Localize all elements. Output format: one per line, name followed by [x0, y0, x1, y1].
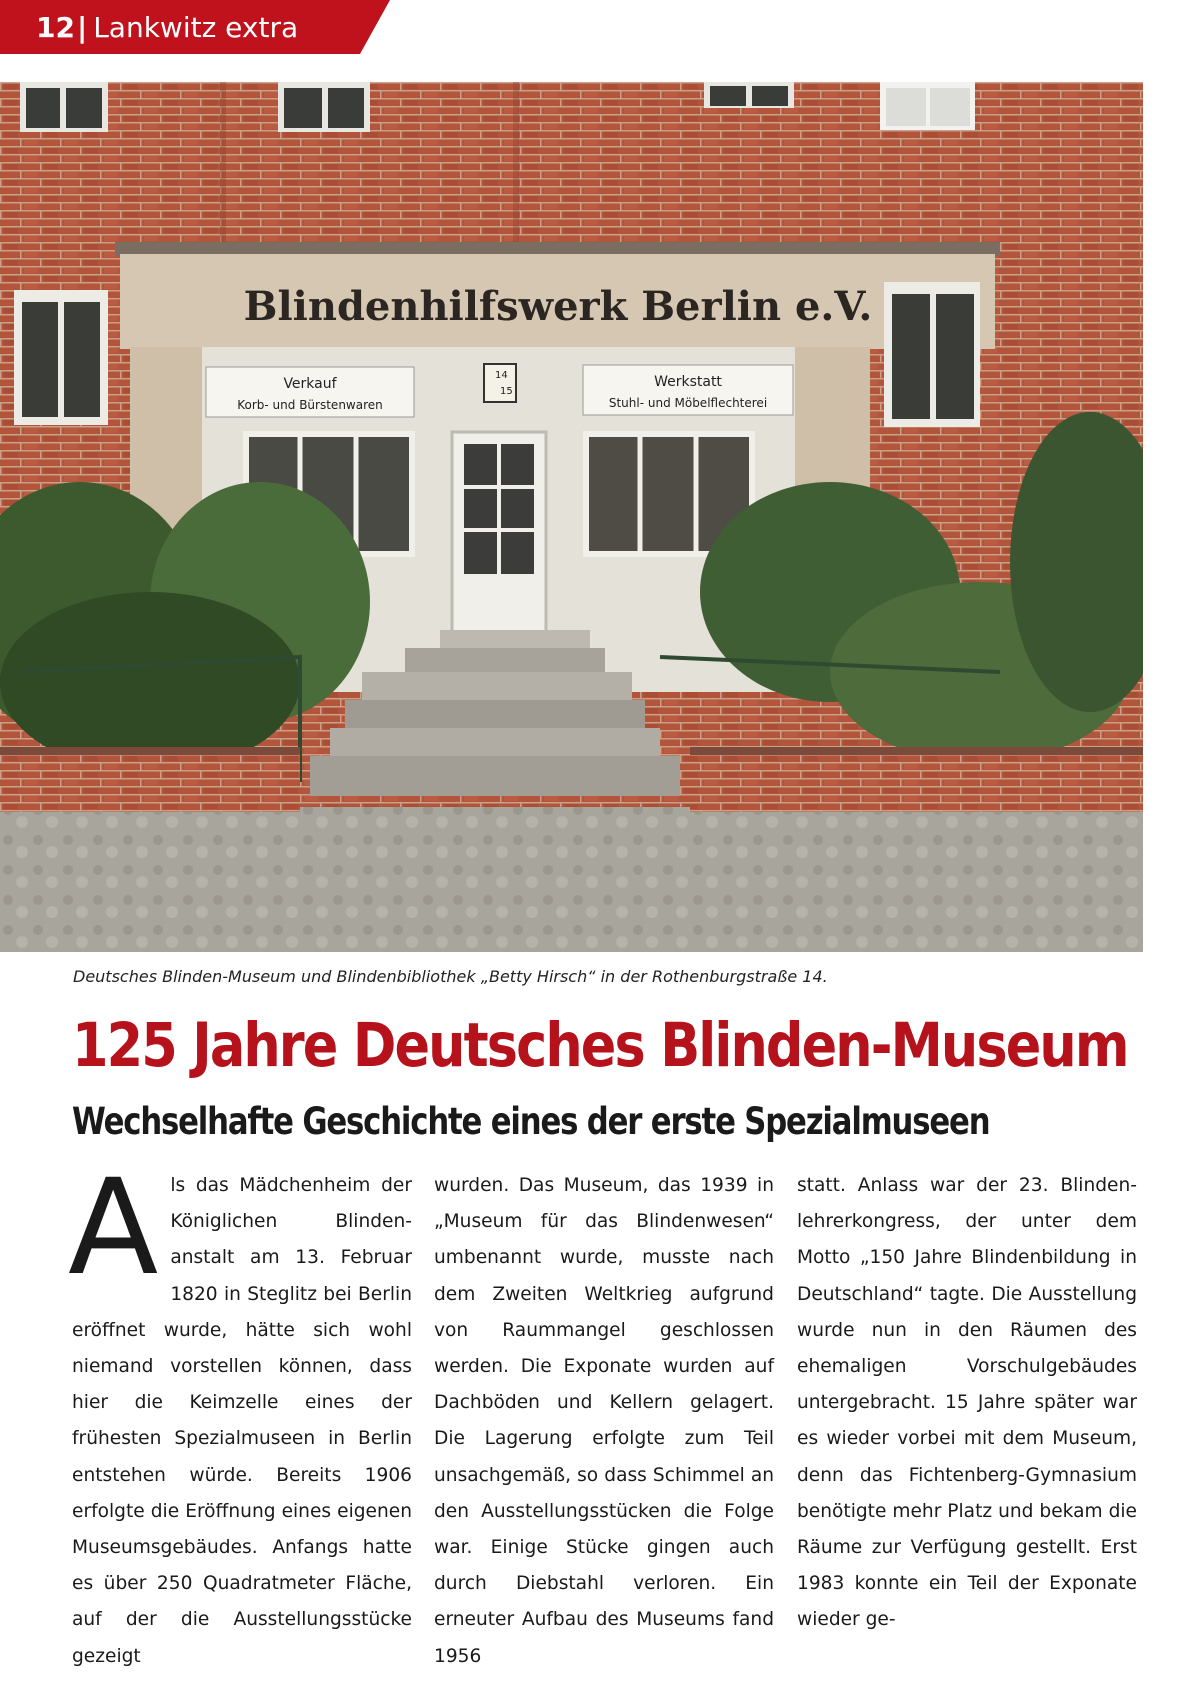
section-name: Lankwitz extra	[93, 11, 299, 44]
column-2-text: wurden. Das Museum, das 1939 in „Museum für das Blindenwesen“ umbenannt wurde, musste nach dem Zweiten Weltkrieg aufgrund von Raummangel geschlossen werden. Die Exponate wurden auf Dachböden und Kellern gelagert. Die Lagerung erfolgte zum Teil unsachgemäß, so dass Schimmel an den Ausstellungsstücken die Folge war. Einige Stücke gingen auch durch Diebstahl verloren. Ein erneuter Aufbau des Museums fand 1956	[434, 1175, 774, 1667]
header-label: 12| Lankwitz extra	[36, 11, 299, 44]
article-body	[68, 1151, 1150, 1667]
text-column-1	[68, 1151, 412, 1675]
lamp-number-bottom: 15	[500, 386, 513, 397]
lamp-number-top: 14	[495, 370, 508, 381]
building-facade-illustration	[0, 82, 1143, 952]
sign-right-title: Werkstatt	[654, 374, 722, 390]
text-column-2	[434, 1168, 774, 1675]
article-headline: 125 Jahre Deutsches Blinden-Museum	[72, 1010, 1128, 1081]
text-column-3	[797, 1168, 1137, 1639]
column-1-text: ls das Mädchenheim der Königlichen Blindenanstalt am 13. Februar 1820 in Steglitz bei Berlin eröffnet wurde, hätte sich wohl niemand vorstellen können, dass hier die Keimzelle eines der frühesten Spezialmuseen in Berlin entstehen würde. Bereits 1906 erfolgte die Eröffnung eines eigenen Museumsgebäudes. Anfangs hatte es über 250 Quadratmeter Fläche, auf der die Ausstellungsstücke gezeigt	[72, 1175, 412, 1667]
sign-right-sub: Stuhl- und Möbelflechterei	[608, 396, 768, 410]
photo-caption: Deutsches Blinden-Museum und Blindenbibliothek „Betty Hirsch“ in der Rothenburgstraße 14.	[73, 967, 828, 986]
facade-sign: Blindenhilfswerk Berlin e.V.	[243, 283, 873, 330]
article-subheadline: Wechselhafte Geschichte eines der erste Spezialmuseen	[72, 1100, 990, 1143]
page-number: 12	[36, 11, 75, 44]
column-3-text: statt. Anlass war der 23. Blindenlehrerkongress, der unter dem Motto „150 Jahre Blindenbildung in Deutschland“ tagte. Die Ausstellung wurde nun in den Räumen des ehemaligen Vorschulgebäudes untergebracht. 15 Jahre später war es wieder vorbei mit dem Museum, denn das Fichtenberg-Gymnasium benötigte mehr Platz und bekam die Räume zur Verfügung gestellt. Erst 1983 konnte ein Teil der Exponate wieder ge-	[797, 1175, 1137, 1631]
section-header-tab	[0, 0, 420, 58]
sign-left-title: Verkauf	[283, 376, 337, 392]
sign-left-sub: Korb- und Bürstenwaren	[237, 398, 383, 412]
museum-photo	[0, 82, 1143, 952]
drop-cap: A	[68, 1151, 159, 1305]
